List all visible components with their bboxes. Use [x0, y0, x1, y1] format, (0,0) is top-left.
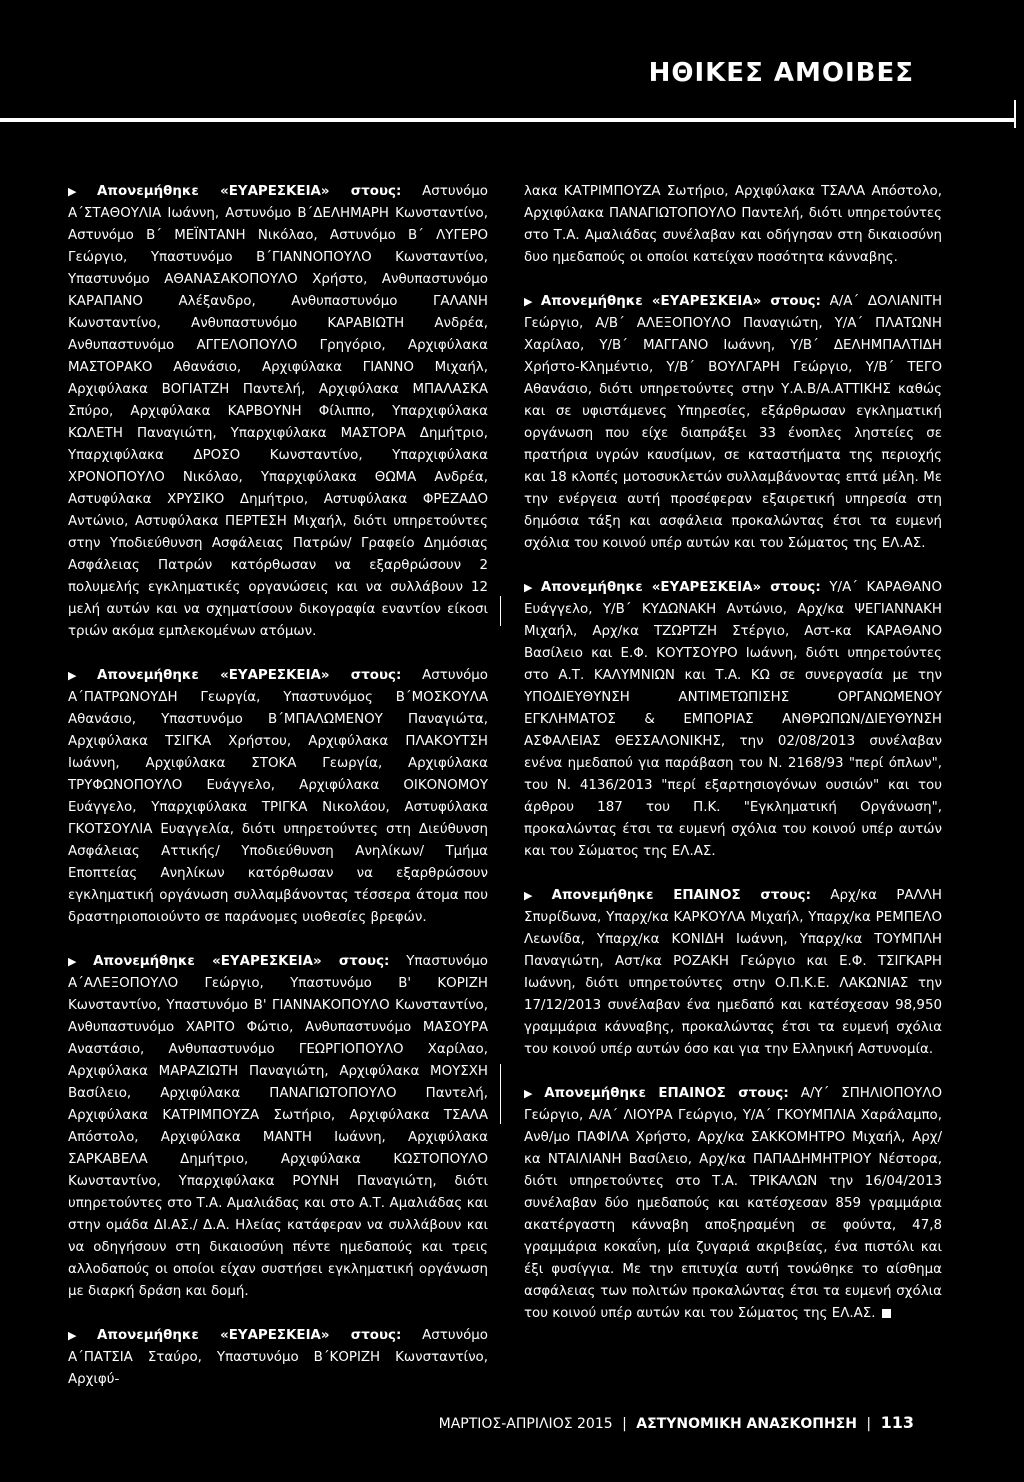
award-paragraph	[68, 181, 488, 643]
arrow-right-icon: ▶	[524, 295, 537, 308]
award-text: Υπαστυνόμο Α΄ΑΛΕΞΟΠΟΥΛΟ Γεώργιο, Υπαστυνόμο Β' ΚΟΡΙΖΗ Κωνσταντίνο, Υπαστυνόμο Β' ΓΙΑΝΝΑΚΟΠΟΥΛΟ Κωνσταντίνο, Ανθυπαστυνόμο ΧΑΡΙΤΟ Φώτιο, Ανθυπαστυνόμο ΜΑΣΟΥΡΑ Αναστάσιο, Ανθυπαστυνόμο ΓΕΩΡΓΙΟΠΟΥΛΟ Χαρίλαο, Αρχιφύλακα ΜΑΡΑΖΙΩΤΗ Παναγιώτη, Αρχιφύλακα ΜΟΥΣΧΗ Βασίλειο, Αρχιφύλακα ΠΑΝΑΓΙΩΤΟΠΟΥΛΟ Παντελή, Αρχιφύλακα ΚΑΤΡΙΜΠΟΥΖΑ Σωτήριο, Αρχιφύλακα ΤΣΑΛΑ Απόστολο, Αρχιφύλακα ΜΑΝΤΗ Ιωάννη, Αρχιφύλακα ΣΑΡΚΑΒΕΛΑ Δημήτριο, Αρχιφύλακα ΚΩΣΤΟΠΟΥΛΟ Κωνσταντίνο, Υπαρχιφύλακα ΡΟΥΝΗ Παναγιώτη, διότι υπηρετούντες στο Τ.Α. Αμαλιάδας και στο Α.Τ. Αμαλιάδας και στην ομάδα ΔΙ.ΑΣ./ Δ.Α. Ηλείας κατάφεραν να συλλάβουν και να οδηγήσουν στη δικαιοσύνη πέντε ημεδαπούς και τρεις αλλοδαπούς οι οποίοι είχαν συστήσει εγκληματική οργάνωση με διαρκή δράση και δομή.	[68, 954, 488, 1299]
award-lead: Απονεμήθηκε «ΕΥΑΡΕΣΚΕΙΑ» στους:	[540, 580, 821, 595]
award-paragraph	[524, 885, 942, 1061]
arrow-right-icon: ▶	[524, 889, 548, 902]
arrow-right-icon: ▶	[68, 955, 90, 968]
award-paragraph	[524, 181, 942, 269]
award-lead: Απονεμήθηκε «ΕΥΑΡΕΣΚΕΙΑ» στους:	[97, 1328, 402, 1343]
arrow-right-icon: ▶	[68, 1329, 94, 1342]
award-paragraph	[524, 1083, 942, 1325]
arrow-right-icon: ▶	[524, 1087, 541, 1100]
award-text: Αστυνόμο Α΄ΠΑΤΡΩΝΟΥΔΗ Γεωργία, Υπαστυνόμος Β΄ΜΟΣΚΟΥΛΑ Αθανάσιο, Υπαστυνόμο Β΄ΜΠΑΛΩΜΕΝΟΥ Παναγιώτα, Αρχιφύλακα ΤΣΙΓΚΑ Χρήστου, Αρχιφύλακα ΠΛΑΚΟΥΤΣΗ Ιωάννη, Αρχιφύλακα ΣΤΟΚΑ Γεωργία, Αρχιφύλακα ΤΡΥΦΩΝΟΠΟΥΛΟ Ευάγγελο, Αρχιφύλακα ΟΙΚΟΝΟΜΟΥ Ευάγγελο, Υπαρχιφύλακα ΤΡΙΓΚΑ Νικολάου, Αστυφύλακα ΓΚΟΤΣΟΥΛΙΑ Ευαγγελία, διότι υπηρετούντες στη Διεύθυνση Ασφάλειας Αττικής/ Υποδιεύθυνση Ανηλίκων/ Τμήμα Εποπτείας Ανηλίκων κατόρθωσαν να εξαρθρώσουν εγκληματική οργάνωση συλλαμβάνοντας τέσσερα άτομα που δραστηριοποιούντο σε παράνομες υιοθεσίες βρεφών.	[68, 668, 488, 925]
page-number: 113	[880, 1413, 914, 1432]
award-text: Αστυνόμο Α΄ΣΤΑΘΟΥΛΙΑ Ιωάννη, Αστυνόμο Β΄ΔΕΛΗΜΑΡΗ Κωνσταντίνο, Αστυνόμο Β΄ ΜΕΪΝΤΑΝΗ Νικόλαο, Αστυνόμο Β΄ ΛΥΓΕΡΟ Γεώργιο, Υπαστυνόμο Β΄ΓΙΑΝΝΟΠΟΥΛΟ Κωνσταντίνο, Υπαστυνόμο ΑΘΑΝΑΣΑΚΟΠΟΥΛΟ Χρήστο, Ανθυπαστυνόμο ΚΑΡΑΠΑΝΟ Αλέξανδρο, Ανθυπαστυνόμο ΓΑΛΑΝΗ Κωνσταντίνο, Ανθυπαστυνόμο ΚΑΡΑΒΙΩΤΗ Ανδρέα, Ανθυπαστυνόμο ΑΓΓΕΛΟΠΟΥΛΟ Γρηγόριο, Αρχιφύλακα ΜΑΣΤΟΡΑΚΟ Αθανάσιο, Αρχιφύλακα ΓΙΑΝΝΟ Μιχαήλ, Αρχιφύλακα ΒΟΓΙΑΤΖΗ Παντελή, Αρχιφύλακα ΜΠΑΛΑΣΚΑ Σπύρο, Αρχιφύλακα ΚΑΡΒΟΥΝΗ Φίλιππο, Υπαρχιφύλακα ΚΩΛΕΤΗ Παναγιώτη, Υπαρχιφύλακα ΜΑΣΤΟΡΑ Δημήτριο, Υπαρχιφύλακα ΔΡΟΣΟ Κωνσταντίνο, Υπαρχιφύλακα ΧΡΟΝΟΠΟΥΛΟ Νικόλαο, Υπαρχιφύλακα ΘΩΜΑ Ανδρέα, Αστυφύλακα ΧΡΥΣΙΚΟ Δημήτριο, Αστυφύλακα ΦΡΕΖΑΔΟ Αντώνιο, Αστυφύλακα ΠΕΡΤΕΣΗ Μιχαήλ, διότι υπηρετούντες στην Υποδιεύθυνση Ασφάλειας Πατρών/ Γραφείο Δημόσιας Ασφάλειας Πατρών κατόρθωσαν να εξαρθρώσουν 2 πολυμελής εγκληματικές οργανώσεις και να συλλάβουν 12 μελή αυτών και να σχηματίσουν δικογραφία εναντίον είκοσι τριών ακόμα εμπλεκομένων ατόμων.	[68, 184, 488, 639]
award-paragraph	[68, 951, 488, 1303]
award-lead: Απονεμήθηκε ΕΠΑΙΝΟΣ στους:	[544, 1086, 789, 1101]
award-text: Α/Υ΄ ΣΠΗΛΙΟΠΟΥΛΟ Γεώργιο, Α/Α΄ ΛΙΟΥΡΑ Γεώργιο, Υ/Α΄ ΓΚΟΥΜΠΛΙΑ Χαράλαμπο, Ανθ/μο ΠΑΦΙΛΑ Χρήστο, Αρχ/κα ΣΑΚΚΟΜΗΤΡΟ Μιχαήλ, Αρχ/κα ΝΤΑΙΛΙΑΝΗ Βασίλειο, Αρχ/κα ΠΑΠΑΔΗΜΗΤΡΙΟΥ Νέστορα, διότι υπηρετούντες στο Τ.Α. ΤΡΙΚΑΛΩΝ την 16/04/2013 συνέλαβαν δύο ημεδαπούς και κατέσχεσαν 859 γραμμάρια ακατέργαστη κάνναβη αποξηραμένη σε φούντα, 47,8 γραμμάρια κοκαΐνη, μία ζυγαριά ακριβείας, ένα πιστόλι και έξι φυσίγγια. Με την επιτυχία αυτή τονώθηκε το αίσθημα ασφάλειας των πολιτών προκαλώντας έτσι τα ευμενή σχόλια του κοινού υπέρ αυτών και του Σώματος της ΕΛ.ΑΣ.	[524, 1086, 942, 1321]
award-lead: Απονεμήθηκε «ΕΥΑΡΕΣΚΕΙΑ» στους:	[97, 184, 402, 199]
arrow-right-icon: ▶	[68, 185, 94, 198]
arrow-right-icon: ▶	[524, 581, 537, 594]
page-footer	[439, 1413, 914, 1432]
award-lead: Απονεμήθηκε ΕΠΑΙΝΟΣ στους:	[551, 888, 811, 903]
header-rule-tick	[1014, 100, 1016, 128]
award-lead: Απονεμήθηκε «ΕΥΑΡΕΣΚΕΙΑ» στους:	[540, 294, 821, 309]
footer-divider: |	[866, 1416, 872, 1432]
right-column	[524, 181, 942, 1347]
header-rule	[0, 118, 1014, 122]
footer-divider: |	[622, 1416, 627, 1432]
award-text: Α/Α΄ ΔΟΛΙΑΝΙΤΗ Γεώργιο, Α/Β΄ ΑΛΕΞΟΠΟΥΛΟ Παναγιώτη, Υ/Α΄ ΠΛΑΤΩΝΗ Χαρίλαο, Υ/Β΄ ΜΑΓΓΑΝΟ Ιωάννη, Υ/Β΄ ΔΕΛΗΜΠΑΛΤΙΔΗ Χρήστο-Κλημέντιο, Υ/Β΄ ΒΟΥΛΓΑΡΗ Γεώργιο, Υ/Β΄ ΤΕΓΟ Αθανάσιο, διότι υπηρετούντες στην Υ.Α.Β/Α.ΑΤΤΙΚΗΣ καθώς και σε υφιστάμενες Υπηρεσίες, εξάρθρωσαν εγκληματική οργάνωση που είχε διαπράξει 33 ένοπλες ληστείες σε πρατήρια υγρών καυσίμων, σε καταστήματα της περιοχής και 18 κλοπές μοτοσυκλετών συλλαμβάνοντας επτά μέλη. Με την ενέργεια αυτή προσέφεραν εξαιρετική υπηρεσία στη δημόσια τάξη και ασφάλεια προκαλώντας έτσι τα ευμενή σχόλια του κοινού υπέρ αυτών και του Σώματος της ΕΛ.ΑΣ.	[524, 294, 943, 551]
award-paragraph	[524, 577, 942, 863]
award-paragraph	[68, 665, 488, 929]
footer-publication: ΑΣΤΥΝΟΜΙΚΗ ΑΝΑΣΚΟΠΗΣΗ	[636, 1416, 857, 1432]
award-text: Υ/Α΄ ΚΑΡΑΘΑΝΟ Ευάγγελο, Υ/Β΄ ΚΥΔΩΝΑΚΗ Αντώνιο, Αρχ/κα ΨΕΓΙΑΝΝΑΚΗ Μιχαήλ, Αρχ/κα ΤΖΩΡΤΖΗ Στέργιο, Αστ-κα ΚΑΡΑΘΑΝΟ Βασίλειο και Ε.Φ. ΚΟΥΤΣΟΥΡΟ Ιωάννη, διότι υπηρετούντες στο Α.Τ. ΚΑΛΥΜΝΙΩΝ και Τ.Α. ΚΩ σε συνεργασία με την ΥΠΟΔΙΕΥΘΥΝΣΗ ΑΝΤΙΜΕΤΩΠΙΣΗΣ ΟΡΓΑΝΩΜΕΝΟΥ ΕΓΚΛΗΜΑΤΟΣ & ΕΜΠΟΡΙΑΣ ΑΝΘΡΩΠΩΝ/ΔΙΕΥΘΥΝΣΗ ΑΣΦΑΛΕΙΑΣ ΘΕΣΣΑΛΟΝΙΚΗΣ, την 02/08/2013 συνέλαβαν ενένα ημεδαπού για παράβαση του Ν. 2168/93 "περί όπλων", του Ν. 4136/2013 "περί εξαρτησιογόνων ουσιών" και του άρθρου 187 του Π.Κ. "Εγκληματική Οργάνωση", προκαλώντας έτσι τα ευμενή σχόλια του κοινού υπέρ αυτών και του Σώματος της ΕΛ.ΑΣ.	[524, 580, 942, 859]
column-divider	[500, 596, 501, 626]
footer-issue: ΜΑΡΤΙΟΣ-ΑΠΡΙΛΙΟΣ 2015	[438, 1416, 613, 1432]
award-paragraph	[68, 1325, 488, 1391]
award-paragraph	[524, 291, 942, 555]
page-title: ΗΘΙΚΕΣ ΑΜΟΙΒΕΣ	[648, 58, 914, 88]
left-column	[68, 181, 488, 1413]
arrow-right-icon: ▶	[68, 669, 94, 682]
award-lead: Απονεμήθηκε «ΕΥΑΡΕΣΚΕΙΑ» στους:	[97, 668, 402, 683]
column-divider	[500, 1064, 501, 1124]
award-text: Αρχ/κα ΡΑΛΛΗ Σπυρίδωνα, Υπαρχ/κα ΚΑΡΚΟΥΛΑ Μιχαήλ, Υπαρχ/κα ΡΕΜΠΕΛΟ Λεωνίδα, Υπαρχ/κα ΚΟΝΙΔΗ Ιωάννη, Υπαρχ/κα ΤΟΥΜΠΛΗ Παναγιώτη, Αστ/κα ΡΟΖΑΚΗ Γεώργιο και Ε.Φ. ΤΣΙΓΚΑΡΗ Ιωάννη, διότι υπηρετούντες στην Ο.Π.Κ.Ε. ΛΑΚΩΝΙΑΣ την 17/12/2013 συνέλαβαν ένα ημεδαπό και κατέσχεσαν 98,950 γραμμάρια κάνναβης, προκαλώντας έτσι τα ευμενή σχόλια του κοινού υπέρ αυτών όσο και για την Ελληνική Αστυνομία.	[524, 888, 942, 1057]
award-text: λακα ΚΑΤΡΙΜΠΟΥΖΑ Σωτήριο, Αρχιφύλακα ΤΣΑΛΑ Απόστολο, Αρχιφύλακα ΠΑΝΑΓΙΩΤΟΠΟΥΛΟ Παντελή, διότι υπηρετούντες στο Τ.Α. Αμαλιάδας συνέλαβαν και οδήγησαν στη δικαιοσύνη δυο ημεδαπούς οι οποίοι κατείχαν ποσότητα κάνναβης.	[524, 184, 942, 265]
end-of-article-square-icon	[882, 1309, 891, 1318]
award-text: Αστυνόμο Α΄ΠΑΤΣΙΑ Σταύρο, Υπαστυνόμο Β΄ΚΟΡΙΖΗ Κωνσταντίνο, Αρχιφύ-	[68, 1328, 488, 1387]
award-lead: Απονεμήθηκε «ΕΥΑΡΕΣΚΕΙΑ» στους:	[93, 954, 390, 969]
